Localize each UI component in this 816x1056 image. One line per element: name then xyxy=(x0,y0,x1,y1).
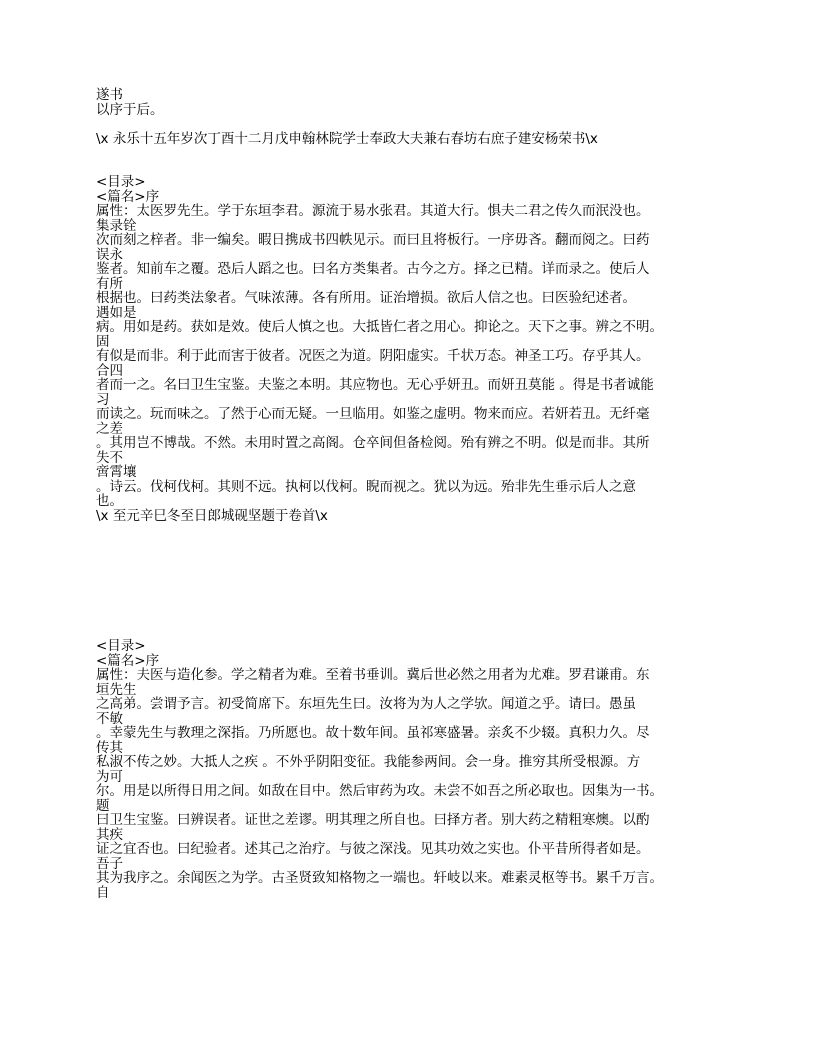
text-line: 证之宜否也。曰纪验者。述其己之治疗。与彼之深浅。见其功效之实也。仆平昔所得者如是。 xyxy=(96,841,650,857)
text-line: 自 xyxy=(96,884,110,901)
text-line: 以序于后。 xyxy=(96,101,164,118)
text-line: 次而刻之梓者。非一编矣。暇日携成书四帙见示。而曰且将板行。一序毋吝。翻而阅之。曰药 xyxy=(96,232,650,248)
text-line xyxy=(96,581,792,596)
text-line: <篇名>序 xyxy=(96,188,160,205)
text-line: 其疾 xyxy=(96,826,123,843)
text-line xyxy=(96,552,792,567)
text-line xyxy=(96,596,792,611)
text-line: 垣先生 xyxy=(96,681,137,698)
text-line: <篇名>序 xyxy=(96,652,160,669)
text-line: 为可 xyxy=(96,768,123,785)
document-text xyxy=(96,88,792,900)
text-line xyxy=(96,146,792,161)
text-line: 其为我序之。余闻医之为学。古圣贤致知格物之一端也。轩岐以来。难素灵枢等书。累千万言。 xyxy=(96,870,663,886)
text-line: 病。用如是药。获如是效。使后人慎之也。大抵皆仁者之用心。抑论之。天下之事。辨之不明。 xyxy=(96,319,663,335)
text-line xyxy=(96,567,792,582)
text-line: 。诗云。伐柯伐柯。其则不远。执柯以伐柯。睨而视之。犹以为远。殆非先生垂示后人之意 xyxy=(96,478,636,495)
text-line: 。其用岂不博哉。不然。未用时置之高阁。仓卒间但备检阅。殆有辨之不明。似是而非。其所 xyxy=(96,435,650,451)
text-line: 有似是而非。利于此而害于彼者。况医之为道。阴阳虚实。千状万态。神圣工巧。存乎其人。 xyxy=(96,348,650,364)
text-line: <目录> xyxy=(96,174,146,190)
text-line: 之差 xyxy=(96,420,123,437)
text-line: 误永 xyxy=(96,246,123,263)
text-line: 失不 xyxy=(96,449,123,466)
text-line: 属性：夫医与造化参。学之精者为难。至着书垂训。冀后世必然之用者为尤难。罗君谦甫。东 xyxy=(96,667,650,683)
text-line: 者而一之。名曰卫生宝鉴。夫鉴之本明。其应物也。无心乎妍丑。而妍丑莫能 。得是书者诚能 xyxy=(96,377,654,393)
text-line: 吾子 xyxy=(96,855,123,872)
text-line: 有所 xyxy=(96,275,123,292)
text-line xyxy=(96,610,792,625)
text-line: 固 xyxy=(96,333,110,350)
text-line: 私淑不传之妙。大抵人之疾 。不外乎阴阳变征。我能参两间。会一身。推穷其所受根源。方 xyxy=(96,754,641,770)
text-line: 属性：太医罗先生。学于东垣李君。源流于易水张君。其道大行。惧夫二君之传久而泯没也。 xyxy=(96,203,650,219)
text-line: 合四 xyxy=(96,362,123,379)
text-line: <目录> xyxy=(96,638,146,654)
text-line: 传其 xyxy=(96,739,123,756)
text-line: 曰卫生宝鉴。曰辨误者。证世之差谬。明其理之所自也。曰择方者。别大药之精粗寒燠。以酌 xyxy=(96,812,650,828)
text-line xyxy=(96,523,792,538)
text-line: 啻霄壤 xyxy=(96,464,137,480)
text-line: 鉴者。知前车之覆。恐后人蹈之也。曰名方类集者。古今之方。择之已精。详而录之。使后人 xyxy=(96,261,650,277)
text-line xyxy=(96,538,792,553)
text-line xyxy=(96,161,792,176)
text-line: 而读之。玩而味之。了然于心而无疑。一旦临用。如鉴之虚明。物来而应。若妍若丑。无纤毫 xyxy=(96,406,650,422)
text-line: 习 xyxy=(96,391,110,408)
text-line: 之高弟。尝谓予言。初受简席下。东垣先生曰。汝将为为人之学欤。闻道之乎。请曰。愚虽 xyxy=(96,696,636,712)
text-line: 也。 xyxy=(96,493,123,509)
text-line: 题 xyxy=(96,797,110,814)
text-line: 集录铨 xyxy=(96,217,137,234)
text-line: \x 至元辛巳冬至日郎城砚坚题于卷首\x xyxy=(96,507,328,524)
text-line: 遂书 xyxy=(96,87,123,103)
text-line xyxy=(96,625,792,640)
text-line: 尔。用是以所得日用之间。如敌在目中。然后审药为攻。未尝不如吾之所必取也。因集为一书。 xyxy=(96,783,663,799)
text-line: 。幸蒙先生与教理之深指。乃所愿也。故十数年间。虽祁寒盛暑。亲炙不少辍。真积力久。尽 xyxy=(96,725,650,741)
text-line: 根据也。曰药类法象者。气味浓薄。各有所用。证治增损。欲后人信之也。曰医验纪述者。 xyxy=(96,290,636,306)
text-line: 遇如是 xyxy=(96,304,137,321)
text-line xyxy=(96,117,792,132)
text-line: \x 永乐十五年岁次丁酉十二月戊申翰林院学士奉政大夫兼右春坊右庶子建安杨荣书\x xyxy=(96,130,598,147)
text-line: 不敏 xyxy=(96,710,123,727)
